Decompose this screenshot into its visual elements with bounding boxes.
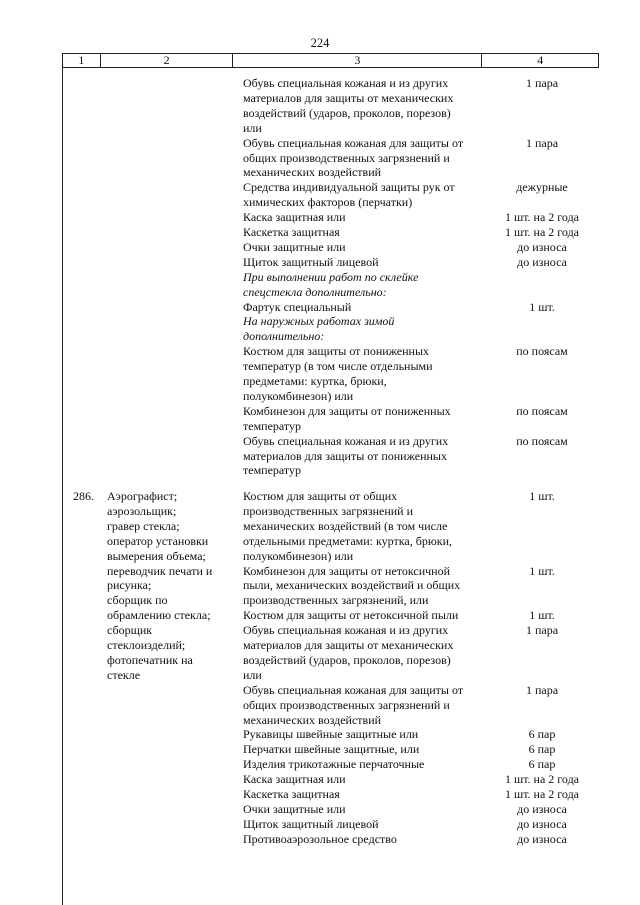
table-line bbox=[62, 578, 599, 593]
item-quantity: 1 пара bbox=[525, 135, 559, 150]
item-text: Обувь специальная кожаная для защиты от bbox=[243, 682, 464, 697]
profession-text: Аэрографист; bbox=[107, 489, 178, 503]
header-col-2: 2 bbox=[101, 54, 234, 67]
item-quantity: до износа bbox=[517, 239, 567, 254]
table-line bbox=[62, 106, 599, 121]
item-quantity: до износа bbox=[517, 801, 567, 816]
table-line bbox=[62, 608, 599, 623]
item-text: материалов для защиты от механических bbox=[243, 90, 454, 105]
table-line bbox=[62, 121, 599, 136]
item-quantity: дежурные bbox=[516, 180, 568, 195]
item-text: Очки защитные или bbox=[243, 801, 346, 816]
item-text: Костюм для защиты от пониженных bbox=[243, 344, 430, 359]
table-line bbox=[62, 165, 599, 180]
item-quantity: 6 пар bbox=[528, 757, 556, 772]
profession-text: гравер стекла; bbox=[107, 518, 180, 533]
profession-text: стекле bbox=[107, 667, 141, 682]
table-line bbox=[62, 91, 599, 106]
profession-text: переводчик печати и bbox=[107, 563, 213, 578]
item-text: пыли, механических воздействий и общих bbox=[243, 578, 461, 593]
item-text: Фартук специальный bbox=[243, 299, 352, 314]
item-quantity: 1 шт. на 2 года bbox=[504, 772, 580, 787]
item-text: полукомбинезон) или bbox=[243, 388, 354, 403]
table-line bbox=[62, 713, 599, 728]
item-text: или bbox=[243, 667, 262, 682]
item-text: воздействий (ударов, проколов, порезов) bbox=[243, 105, 451, 120]
header-col-3: 3 bbox=[233, 54, 482, 67]
item-quantity: 1 пара bbox=[525, 623, 559, 638]
item-quantity: 6 пар bbox=[528, 727, 556, 742]
table-line bbox=[62, 76, 599, 91]
profession-text: стеклоизделий; bbox=[107, 638, 186, 652]
header-col-4: 4 bbox=[537, 53, 544, 67]
item-text: Противоаэрозольное средство bbox=[243, 831, 397, 846]
item-quantity: 1 шт. на 2 года bbox=[504, 787, 580, 801]
item-quantity: 1 шт. bbox=[529, 489, 555, 503]
table-line bbox=[62, 300, 599, 315]
item-quantity: до износа bbox=[517, 254, 567, 269]
table-line bbox=[62, 255, 599, 270]
table-line bbox=[62, 504, 599, 519]
item-quantity: по поясам bbox=[516, 403, 568, 418]
item-text: Перчатки швейные защитные, или bbox=[243, 742, 420, 757]
item-quantity: 1 шт. на 2 года bbox=[504, 225, 580, 239]
profession-text: оператор установки bbox=[107, 533, 209, 548]
table-line bbox=[62, 623, 599, 638]
item-text: общих производственных загрязнений и bbox=[243, 697, 450, 712]
item-text: химических факторов (перчатки) bbox=[243, 195, 413, 210]
item-text: полукомбинезон) или bbox=[243, 548, 354, 563]
table-line bbox=[62, 240, 599, 255]
item-text: отдельными предметами: куртка, брюки, bbox=[243, 533, 453, 548]
item-text: материалов для защиты от механических bbox=[243, 638, 454, 652]
profession-text: фотопечатник на bbox=[107, 652, 193, 667]
item-text: Обувь специальная кожаная и из других bbox=[243, 623, 449, 638]
item-text: механических воздействий bbox=[243, 712, 382, 727]
profession-text: сборщик bbox=[107, 623, 153, 638]
table-line bbox=[62, 314, 599, 329]
table-line bbox=[62, 534, 599, 549]
table-line bbox=[62, 180, 599, 195]
item-text: Комбинезон для защиты от нетоксичной bbox=[243, 563, 451, 578]
table-line bbox=[62, 359, 599, 374]
item-text: или bbox=[243, 120, 262, 135]
item-text: Очки защитные или bbox=[243, 239, 346, 254]
table-line bbox=[62, 136, 599, 151]
item-text: Рукавицы швейные защитные или bbox=[243, 727, 419, 742]
item-text: спецстекла дополнительно: bbox=[243, 284, 387, 299]
table-line bbox=[62, 772, 599, 787]
item-quantity: по поясам bbox=[516, 344, 568, 359]
item-quantity: 6 пар bbox=[528, 742, 556, 757]
table-line bbox=[62, 151, 599, 166]
item-text: механических воздействий (в том числе bbox=[243, 518, 448, 533]
item-text: Костюм для защиты от общих bbox=[243, 489, 398, 503]
item-text: Щиток защитный лицевой bbox=[243, 816, 379, 831]
item-text: Костюм для защиты от нетоксичной пыли bbox=[243, 608, 459, 623]
item-text: Обувь специальная кожаная и из других bbox=[243, 433, 449, 448]
item-text: Обувь специальная кожаная для защиты от bbox=[243, 135, 464, 150]
item-text: материалов для защиты от пониженных bbox=[243, 448, 447, 463]
item-quantity: 1 шт. на 2 года bbox=[504, 210, 580, 225]
item-text: Каска защитная или bbox=[243, 210, 346, 225]
table-line bbox=[62, 329, 599, 344]
profession-text: рисунка; bbox=[107, 578, 152, 593]
item-text: температур bbox=[243, 418, 302, 433]
table-line bbox=[62, 549, 599, 564]
table-line bbox=[62, 653, 599, 668]
table-line bbox=[62, 727, 599, 742]
item-text: дополнительно: bbox=[243, 329, 325, 344]
item-quantity: 1 шт. bbox=[529, 563, 555, 578]
item-quantity: 1 шт. bbox=[529, 608, 555, 623]
table-header-row bbox=[62, 53, 599, 68]
table-line bbox=[62, 742, 599, 757]
profession-text: аэрозольщик; bbox=[107, 503, 177, 518]
item-text: температур bbox=[243, 463, 302, 478]
item-quantity: до износа bbox=[517, 831, 567, 846]
table-line bbox=[62, 404, 599, 419]
item-text: Изделия трикотажные перчаточные bbox=[243, 757, 425, 772]
table-line bbox=[62, 668, 599, 683]
table-line bbox=[62, 564, 599, 579]
item-quantity: до износа bbox=[517, 816, 567, 831]
item-text: общих производственных загрязнений и bbox=[243, 150, 450, 165]
item-text: воздействий (ударов, проколов, порезов) bbox=[243, 652, 451, 667]
table-line bbox=[62, 489, 599, 504]
item-quantity: 1 шт. bbox=[529, 299, 555, 314]
table-line bbox=[62, 817, 599, 832]
table-line bbox=[62, 449, 599, 464]
item-text: Каска защитная или bbox=[243, 772, 346, 787]
profession-text: вымерения объема; bbox=[107, 548, 206, 563]
table-line bbox=[62, 787, 599, 802]
item-text: На наружных работах зимой bbox=[243, 314, 395, 329]
table-line bbox=[62, 832, 599, 847]
header-col-1: 1 bbox=[63, 54, 101, 67]
table-line bbox=[62, 802, 599, 817]
table-line bbox=[62, 225, 599, 240]
item-quantity: по поясам bbox=[516, 433, 568, 448]
page-number: 224 bbox=[310, 36, 330, 50]
table-line bbox=[62, 374, 599, 389]
table-line bbox=[62, 389, 599, 404]
table-line bbox=[62, 463, 599, 478]
item-text: предметами: куртка, брюки, bbox=[243, 374, 387, 388]
item-text: механических воздействий bbox=[243, 165, 382, 180]
item-text: Каскетка защитная bbox=[243, 787, 340, 801]
entry-number: 286. bbox=[73, 489, 94, 503]
item-text: Комбинезон для защиты от пониженных bbox=[243, 403, 451, 418]
item-text: температур (в том числе отдельными bbox=[243, 359, 433, 374]
item-text: производственных загрязнений и bbox=[243, 503, 414, 518]
table-line bbox=[62, 434, 599, 449]
table-line bbox=[62, 519, 599, 534]
table-line bbox=[62, 195, 599, 210]
profession-text: обрамлению стекла; bbox=[107, 608, 211, 623]
item-text: производственных загрязнений, или bbox=[243, 593, 429, 608]
table-line bbox=[62, 270, 599, 285]
item-text: Обувь специальная кожаная и из других bbox=[243, 76, 449, 90]
item-text: При выполнении работ по склейке bbox=[243, 269, 419, 284]
table-line bbox=[62, 419, 599, 434]
item-quantity: 1 пара bbox=[525, 76, 559, 90]
table-line bbox=[62, 698, 599, 713]
table-line bbox=[62, 757, 599, 772]
item-quantity: 1 пара bbox=[525, 682, 559, 697]
profession-text: сборщик по bbox=[107, 593, 168, 608]
table-line bbox=[62, 285, 599, 300]
table-line bbox=[62, 344, 599, 359]
item-text: Каскетка защитная bbox=[243, 225, 340, 239]
table-line bbox=[62, 683, 599, 698]
item-text: Щиток защитный лицевой bbox=[243, 254, 379, 269]
table-line bbox=[62, 638, 599, 653]
table-line bbox=[62, 210, 599, 225]
table-line bbox=[62, 593, 599, 608]
item-text: Средства индивидуальной защиты рук от bbox=[243, 180, 455, 195]
